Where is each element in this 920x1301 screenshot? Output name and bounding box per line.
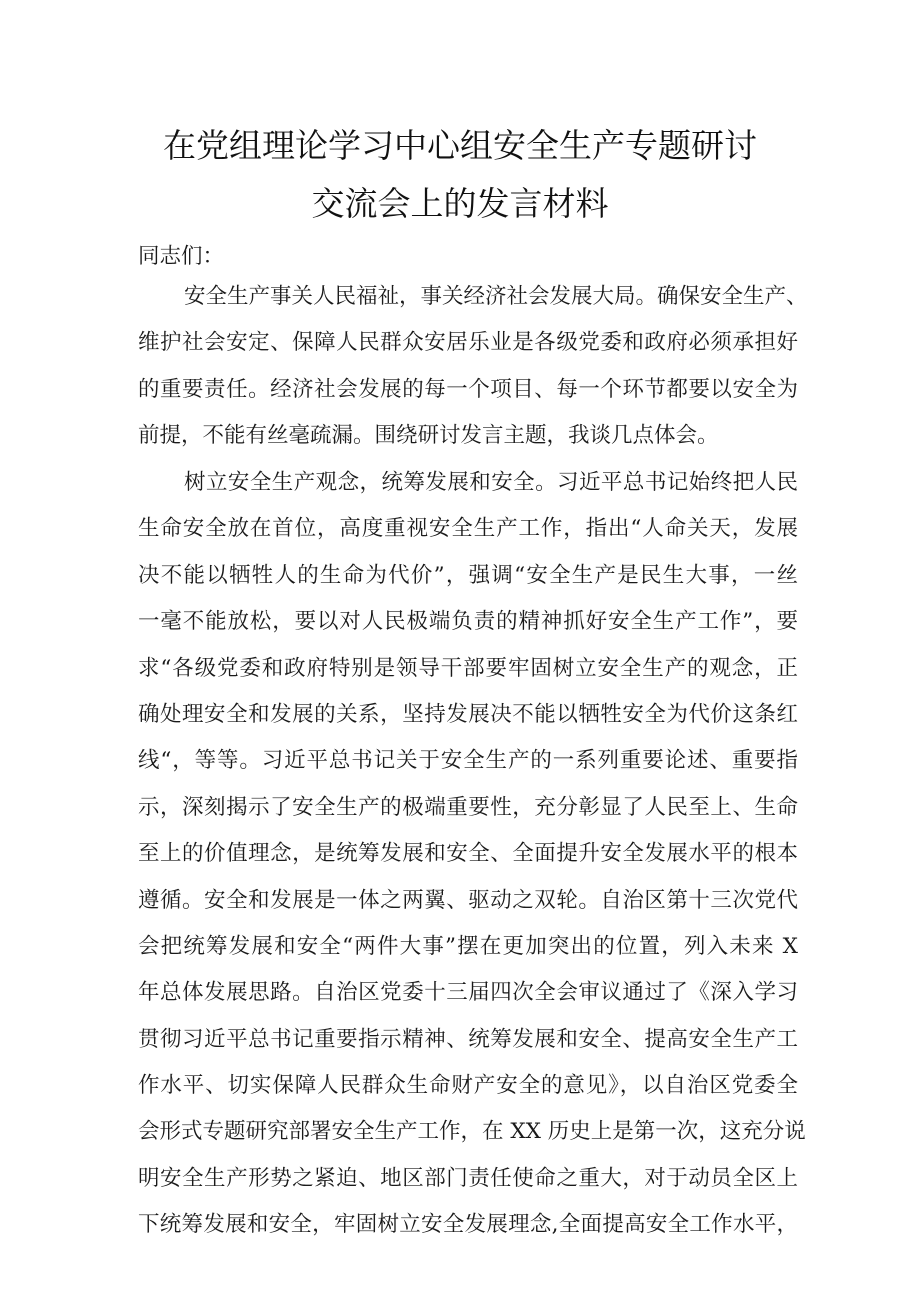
paragraph-line: 遵循。安全和发展是一体之两翼、驱动之双轮。自治区第十三次党代 <box>138 887 798 913</box>
paragraph-line: 维护社会安定、保障人民群众安居乐业是各级党委和政府必须承担好 <box>138 330 798 356</box>
paragraph-line: 的重要责任。经济社会发展的每一个项目、每一个环节都要以安全为 <box>138 376 798 402</box>
paragraph-line: 年总体发展思路。自治区党委十三届四次全会审议通过了《深入学习 <box>138 980 798 1006</box>
paragraph-line: 前提，不能有丝毫疏漏。围绕研讨发言主题，我谈几点体会。 <box>138 423 719 449</box>
paragraph-line: 示，深刻揭示了安全生产的极端重要性，充分彰显了人民至上、生命 <box>138 794 798 820</box>
paragraph-line: 下统筹发展和安全，牢固树立安全发展理念,全面提高安全工作水平， <box>138 1212 798 1238</box>
document-title-line-1: 在党组理论学习中心组安全生产专题研讨 <box>163 126 757 165</box>
paragraph-1 <box>138 274 808 460</box>
paragraph-line: 贯彻习近平总书记重要指示精神、统筹发展和安全、提高安全生产工 <box>138 1026 798 1052</box>
salutation: 同志们： <box>138 244 225 269</box>
paragraph-line: 作水平、切实保障人民群众生命财产安全的意见》，以自治区党委全 <box>138 1073 798 1099</box>
paragraph-line: 至上的价值理念，是统筹发展和安全、全面提升安全发展水平的根本 <box>138 841 798 867</box>
paragraph-line: 决不能以牺牲人的生命为代价”，强调“安全生产是民生大事，一丝 <box>138 562 798 588</box>
paragraph-line: 生命安全放在首位，高度重视安全生产工作，指出“人命关天，发展 <box>138 516 798 542</box>
paragraph-2 <box>138 460 806 1249</box>
paragraph-line: 明安全生产形势之紧迫、地区部门责任使命之重大，对于动员全区上 <box>138 1165 798 1191</box>
paragraph-line: 树立安全生产观念，统筹发展和安全。习近平总书记始终把人民 <box>184 470 798 495</box>
paragraph-line: 会形式专题研究部署安全生产工作，在 XX 历史上是第一次，这充分说 <box>138 1119 806 1145</box>
paragraph-line: 会把统筹发展和安全“两件大事”摆在更加突出的位置，列入未来 X <box>138 933 798 959</box>
paragraph-line: 一毫不能放松，要以对人民极端负责的精神抓好安全生产工作”，要 <box>138 609 798 635</box>
paragraph-line: 线“，等等。习近平总书记关于安全生产的一系列重要论述、重要指 <box>138 748 798 774</box>
paragraph-line: 确处理安全和发展的关系，坚持发展决不能以牺牲安全为代价这条红 <box>138 701 798 727</box>
paragraph-line: 求“各级党委和政府特别是领导干部要牢固树立安全生产的观念，正 <box>138 655 798 681</box>
document-title-line-2: 交流会上的发言材料 <box>311 184 609 223</box>
paragraph-line: 安全生产事关人民福祉，事关经济社会发展大局。确保安全生产、 <box>184 284 808 309</box>
